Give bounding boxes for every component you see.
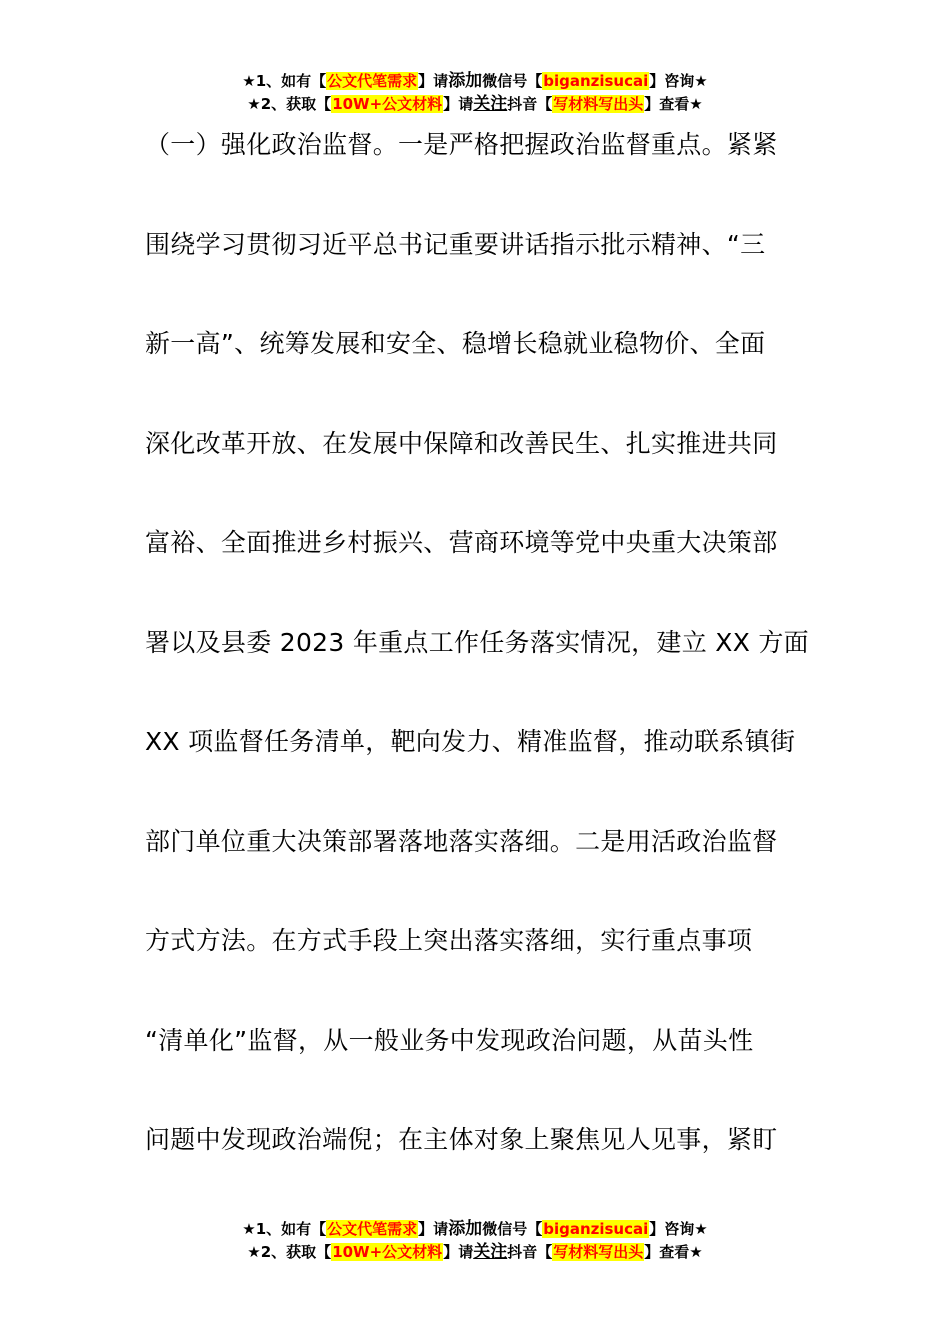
promo-banner-bottom [0,1218,950,1264]
body-line: 富裕、全面推进乡村振兴、营商环境等党中央重大决策部 [145,528,778,557]
highlight-douyin-account: 写材料写出头 [553,95,644,113]
highlight-writing-service: 公文代笔需求 [327,72,418,90]
body-line: 围绕学习贯彻习近平总书记重要讲话指示批示精神、“三 [145,229,766,259]
promo-line-1: ★1、如有【公文代笔需求】请添加微信号【biganzisucai】咨询★ [242,1219,708,1239]
body-line: 新一高”、统筹发展和安全、稳增长稳就业稳物价、全面 [145,329,766,358]
promo-line-1: ★1、如有【公文代笔需求】请添加微信号【biganzisucai】咨询★ [242,71,708,91]
body-line: 署以及县委 2023 年重点工作任务落实情况，建立 XX 方面 [145,627,809,657]
promo-line-2: ★2、获取【10W+公文材料】请关注抖音【写材料写出头】查看★ [247,94,703,114]
body-line: 部门单位重大决策部署落地落实落细。二是用活政治监督 [145,826,778,856]
highlight-douyin-account: 写材料写出头 [553,1243,644,1261]
body-line: “清单化”监督，从一般业务中发现政治问题，从苗头性 [145,1025,754,1055]
highlight-materials: 10W+公文材料 [332,1243,443,1261]
promo-line-2: ★2、获取【10W+公文材料】请关注抖音【写材料写出头】查看★ [247,1242,703,1262]
promo-banner-top [0,70,950,116]
body-line: XX 项监督任务清单，靶向发力、精准监督，推动联系镇街 [145,727,796,756]
body-line: （一）强化政治监督。一是严格把握政治监督重点。紧紧 [145,130,778,159]
highlight-writing-service: 公文代笔需求 [327,1220,418,1238]
document-body [145,120,825,1215]
highlight-materials: 10W+公文材料 [332,95,443,113]
highlight-wechat-id: biganzisucai [543,72,649,90]
body-line: 问题中发现政治端倪；在主体对象上聚焦见人见事，紧盯 [145,1125,778,1154]
body-line: 方式方法。在方式手段上突出落实落细，实行重点事项 [145,926,753,955]
body-line: 深化改革开放、在发展中保障和改善民生、扎实推进共同 [145,428,778,458]
highlight-wechat-id: biganzisucai [543,1220,649,1238]
